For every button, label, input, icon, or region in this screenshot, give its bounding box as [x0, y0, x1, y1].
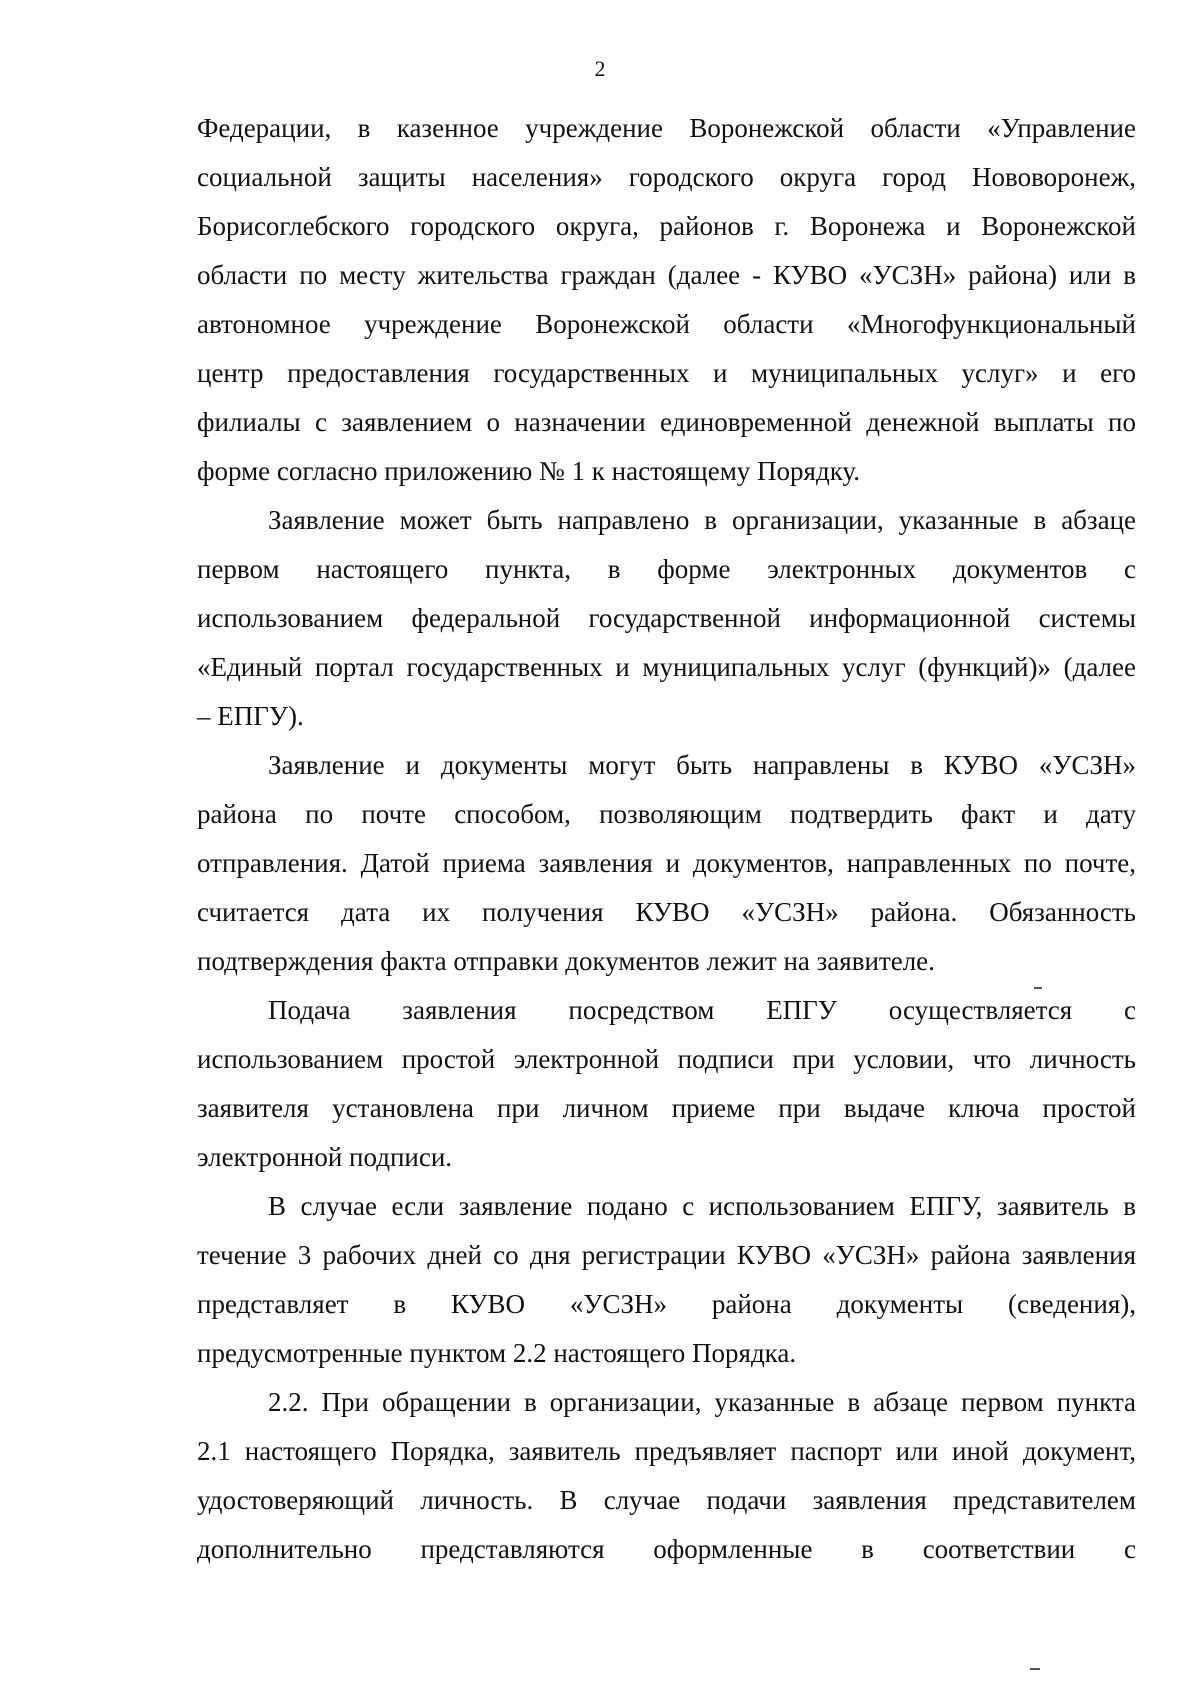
paragraph-6: [197, 1378, 1136, 1574]
text-line: Заявление может быть направлено в организации, указанные в абзаце: [268, 505, 1136, 535]
text-line: использованием простой электронной подписи при условии, что личность: [197, 1044, 1136, 1074]
text-line: представляет в КУВО «УСЗН» района документы (сведения),: [197, 1289, 1136, 1319]
text-line: заявителя установлена при личном приеме при выдаче ключа простой: [197, 1093, 1136, 1123]
paragraph-4: [197, 986, 1136, 1182]
text-line: отправления. Датой приема заявления и документов, направленных по почте,: [197, 848, 1136, 878]
text-line: использованием федеральной государственной информационной системы: [197, 603, 1136, 633]
text-line: – ЕПГУ).: [197, 701, 304, 731]
text-line: Федерации, в казенное учреждение Воронежской области «Управление: [197, 113, 1136, 143]
text-line: филиалы с заявлением о назначении единовременной денежной выплаты по: [197, 407, 1136, 437]
text-line: Подача заявления посредством ЕПГУ осуществляется с: [268, 995, 1136, 1025]
paragraph-2: [197, 496, 1136, 741]
text-line: «Единый портал государственных и муниципальных услуг (функций)» (далее: [197, 652, 1136, 682]
scan-artifact: [1030, 1668, 1040, 1670]
text-line: удостоверяющий личность. В случае подачи заявления представителем: [197, 1485, 1136, 1515]
text-line: Борисоглебского городского округа, районов г. Воронежа и Воронежской: [197, 211, 1136, 241]
text-line: дополнительно представляются оформленные в соответствии с: [197, 1534, 1136, 1564]
paragraph-3: [197, 741, 1136, 986]
document-body: [197, 104, 1136, 1574]
text-line: подтверждения факта отправки документов лежит на заявителе.: [197, 946, 935, 976]
page-number: 2: [594, 56, 606, 81]
text-line: автономное учреждение Воронежской области «Многофункциональный: [197, 309, 1136, 339]
text-line: 2.1 настоящего Порядка, заявитель предъявляет паспорт или иной документ,: [197, 1436, 1136, 1466]
text-line: центр предоставления государственных и муниципальных услуг» и его: [197, 358, 1136, 388]
text-line: района по почте способом, позволяющим подтвердить факт и дату: [197, 799, 1136, 829]
text-line: течение 3 рабочих дней со дня регистрации КУВО «УСЗН» района заявления: [197, 1240, 1136, 1270]
text-line: социальной защиты населения» городского округа город Нововоронеж,: [197, 162, 1136, 192]
text-line: электронной подписи.: [197, 1142, 453, 1172]
text-line: форме согласно приложению № 1 к настоящему Порядку.: [197, 456, 860, 486]
paragraph-5: [197, 1182, 1136, 1378]
text-line: первом настоящего пункта, в форме электронных документов с: [197, 554, 1136, 584]
text-line: области по месту жительства граждан (далее - КУВО «УСЗН» района) или в: [197, 260, 1136, 290]
text-line: В случае если заявление подано с использованием ЕПГУ, заявитель в: [268, 1191, 1136, 1221]
text-line: Заявление и документы могут быть направлены в КУВО «УСЗН»: [268, 750, 1136, 780]
text-line: считается дата их получения КУВО «УСЗН» района. Обязанность: [197, 897, 1136, 927]
text-line: 2.2. При обращении в организации, указанные в абзаце первом пункта: [268, 1387, 1136, 1417]
text-line: предусмотренные пунктом 2.2 настоящего Порядка.: [197, 1338, 797, 1368]
scan-artifact: [1034, 987, 1042, 989]
paragraph-1: [197, 104, 1136, 496]
